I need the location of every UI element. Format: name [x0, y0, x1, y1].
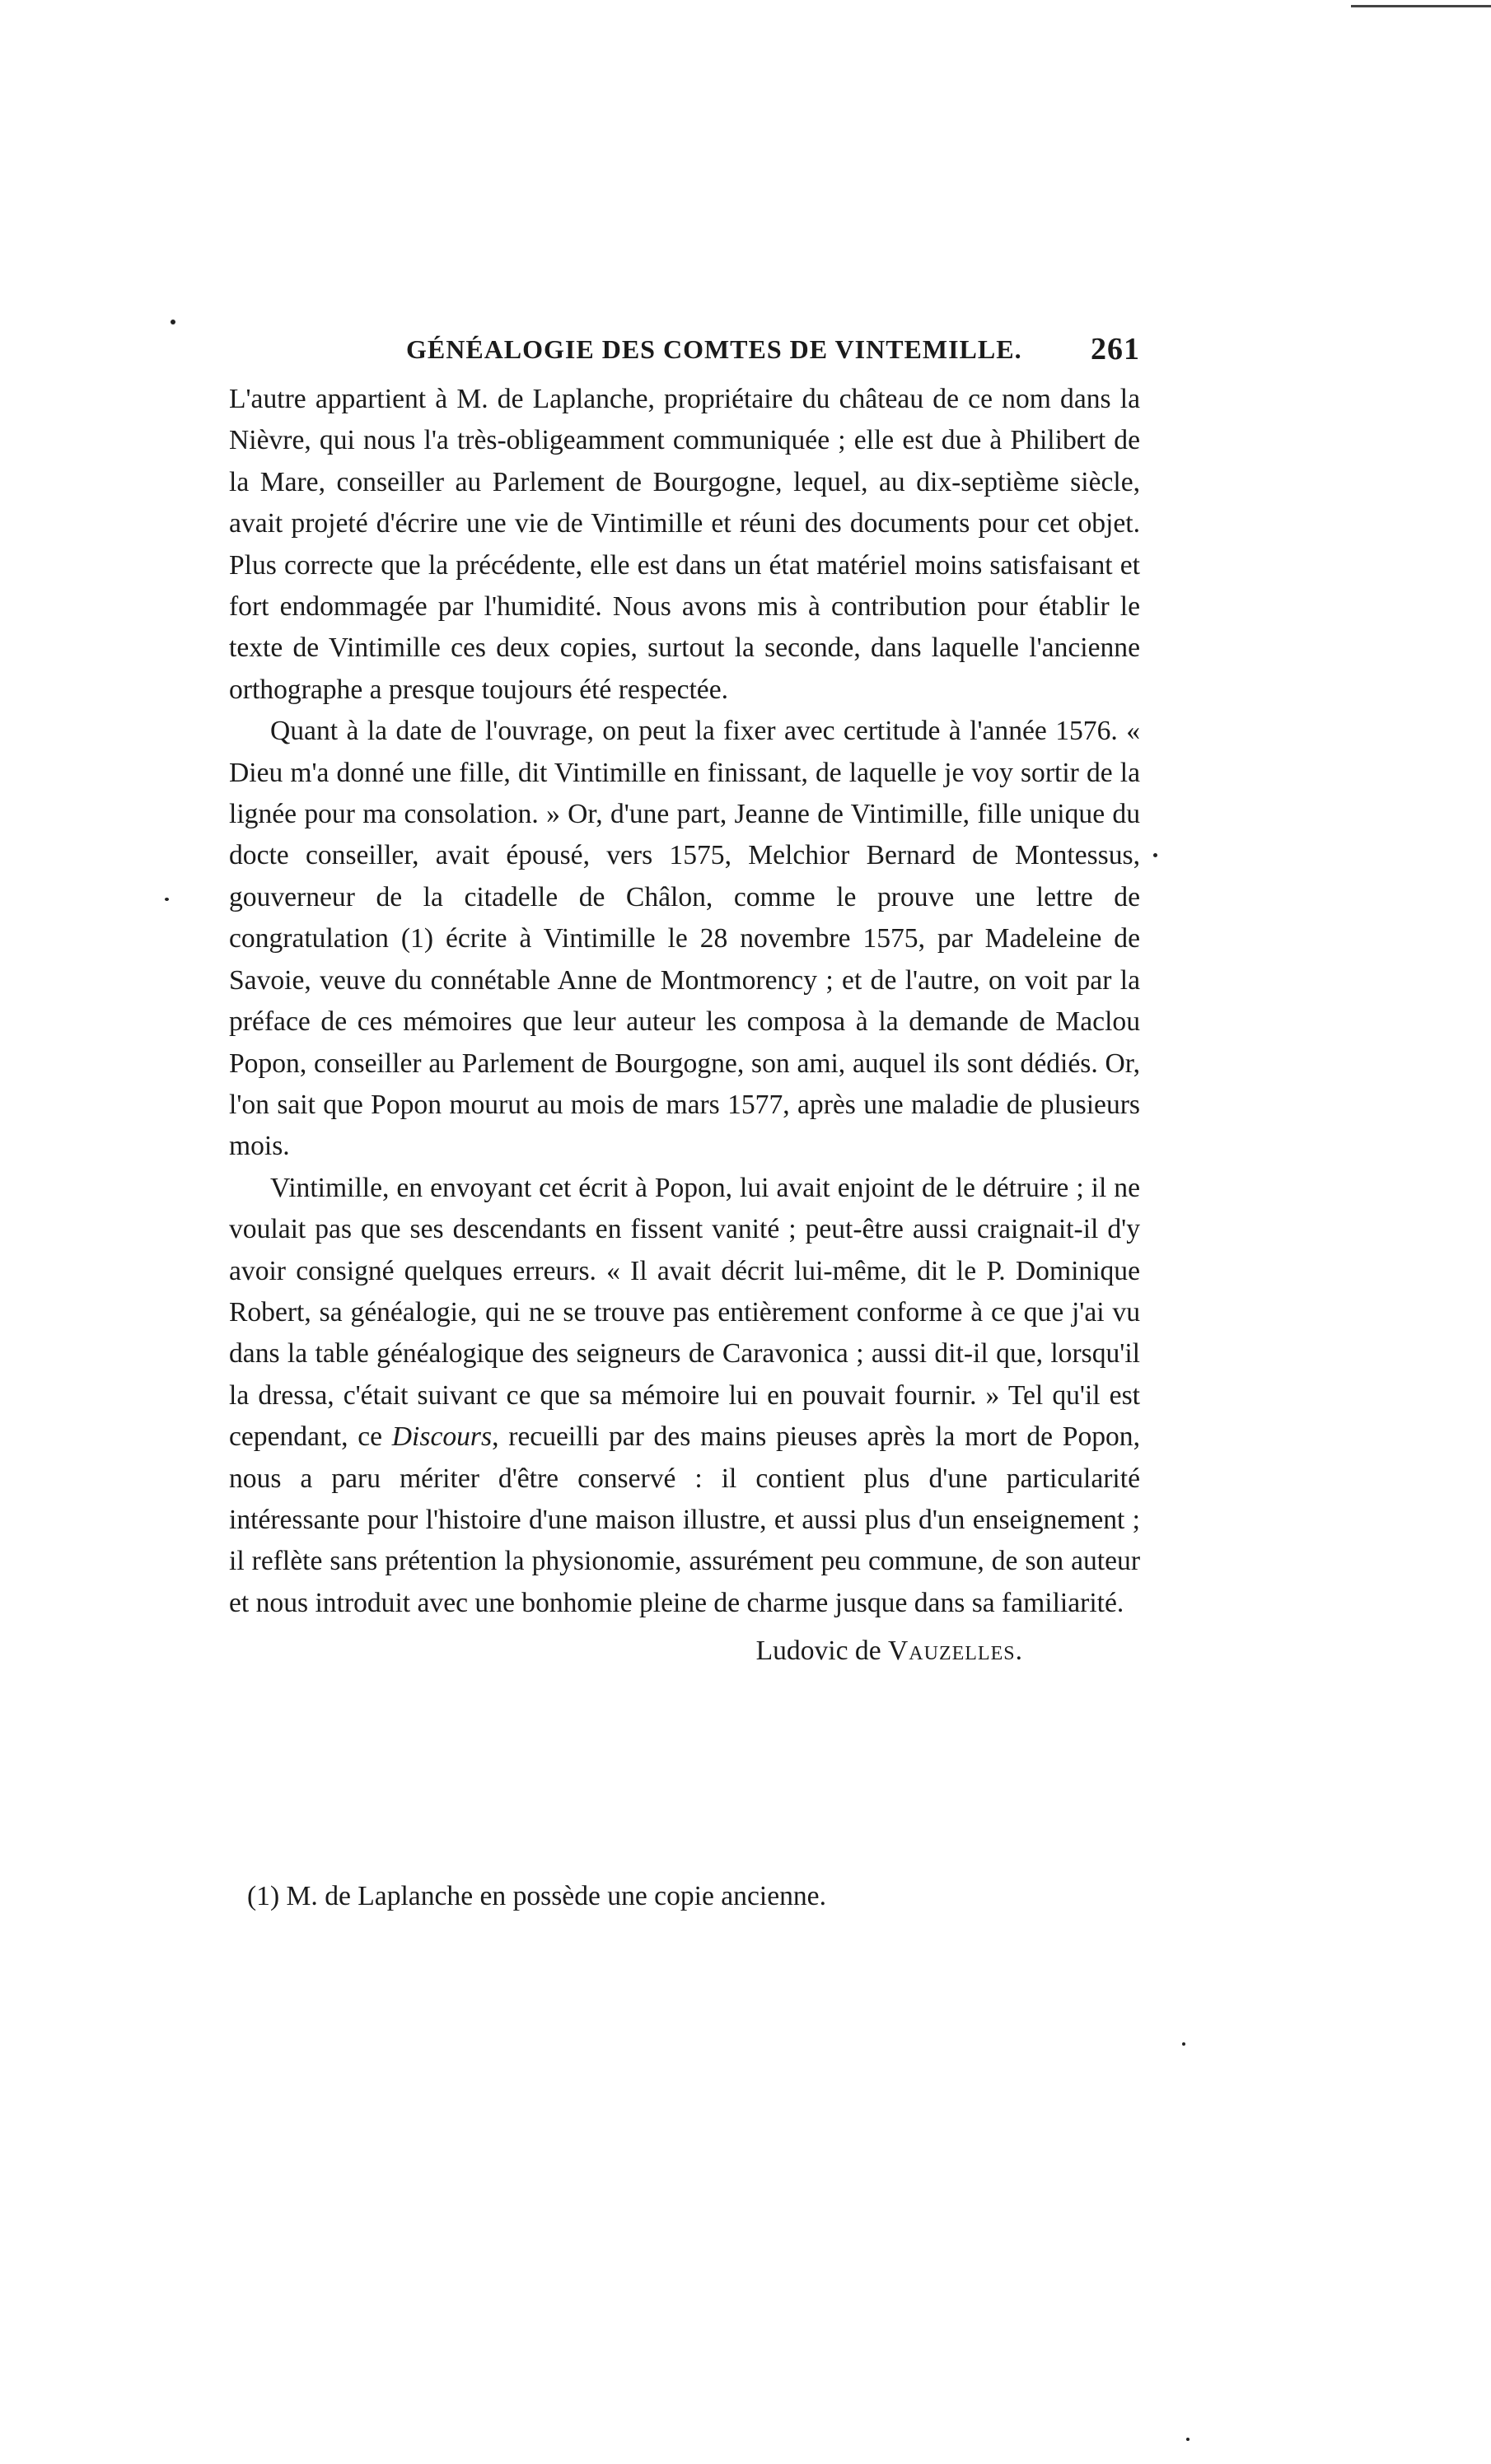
author-signature	[229, 1631, 1140, 1672]
paragraph-3-text-after: , recueilli par des mains pieuses après la mort de Popon, nous a paru mériter d'être conservé : il contient plus d'une particularité intéressante pour l'histoire d'une maison illustre, et aussi plus d'un enseignement ; il reflète sans prétention la physionomie, assurément peu commune, de son auteur et nous introduit avec une bonhomie pleine de charme jusque dans sa familiarité.	[229, 1421, 1140, 1618]
body-text	[229, 379, 1140, 1673]
page-number: 261	[1091, 332, 1140, 366]
paragraph-3-emphasis: Discours	[391, 1421, 493, 1453]
page-edge-line	[1351, 0, 1491, 7]
scan-speck	[171, 320, 175, 324]
paragraph-1: L'autre appartient à M. de Laplanche, propriétaire du château de ce nom dans la Nièvre, qui nous l'a très-obligeamment communiquée ; elle est due à Philibert de la Mare, conseiller au Parlement de Bourgogne, lequel, au dix-septième siècle, avait projeté d'écrire une vie de Vintimille et réuni des documents pour cet objet. Plus correcte que la précédente, elle est dans un état matériel moins satisfaisant et fort endommagée par l'humidité. Nous avons mis à contribution pour établir le texte de Vintimille ces deux copies, surtout la seconde, dans laquelle l'ancienne orthographe a presque toujours été respectée.	[229, 384, 1140, 705]
scan-speck	[1182, 2042, 1185, 2046]
signature-given-name: Ludovic de	[755, 1636, 881, 1667]
paragraph-2: Quant à la date de l'ouvrage, on peut la fixer avec certitude à l'année 1576. « Dieu m'a donné une fille, dit Vintimille en finissant, de laquelle je voy sortir de la lignée pour ma consolation. » Or, d'une part, Jeanne de Vintimille, fille unique du docte conseiller, avait épousé, vers 1575, Melchior Bernard de Montessus, gouverneur de la citadelle de Châlon, comme le prouve une lettre de congratulation (1) écrite à Vintimille le 28 novembre 1575, par Madeleine de Savoie, veuve du connétable Anne de Montmorency ; et de l'autre, on voit par la préface de ces mémoires que leur auteur les composa à la demande de Maclou Popon, conseiller au Parlement de Bourgogne, son ami, auquel ils sont dédiés. Or, l'on sait que Popon mourut au mois de mars 1577, après une maladie de plusieurs mois.	[229, 716, 1140, 1162]
signature-surname: Vauzelles.	[888, 1636, 1023, 1667]
running-header	[229, 328, 1140, 377]
paragraph-3	[229, 1168, 1140, 1624]
scan-speck	[1186, 2438, 1190, 2441]
footnote: (1) M. de Laplanche en possède une copie ancienne.	[247, 1881, 826, 1911]
paragraph-3-text-before: Vintimille, en envoyant cet écrit à Popon, lui avait enjoint de le détruire ; il ne voulait pas que ses descendants en fissent vanité ; peut-être aussi craignait-il d'y avoir consigné quelques erreurs. « Il avait décrit lui-même, dit le P. Dominique Robert, sa généalogie, qui ne se trouve pas entièrement conforme à ce que j'ai vu dans la table généalogique des seigneurs de Caravonica ; aussi dit-il que, lorsqu'il la dressa, c'était suivant ce que sa mémoire lui en pouvait fournir. » Tel qu'il est cependant, ce	[229, 1172, 1140, 1453]
scan-speck	[165, 898, 169, 901]
running-title: GÉNÉALOGIE DES COMTES DE VINTEMILLE.	[406, 334, 1022, 364]
scan-speck	[1153, 853, 1157, 857]
